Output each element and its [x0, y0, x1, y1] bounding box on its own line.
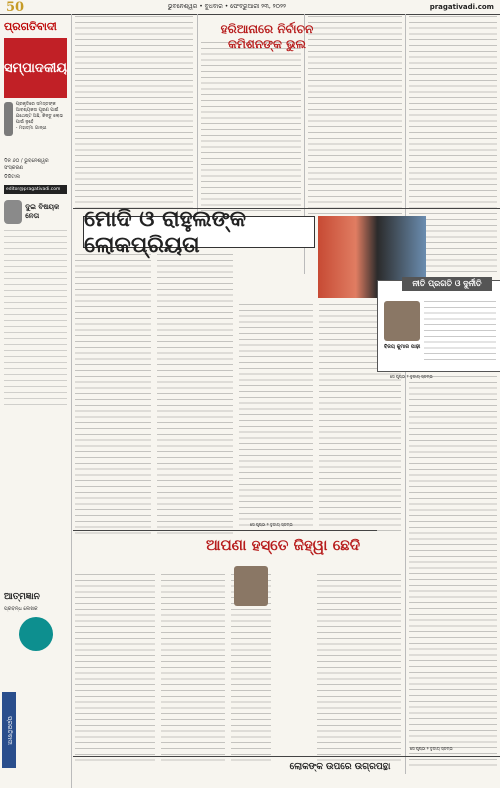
issue-meta-1: ଦିନ ୬୦ / ଭୁବନେଶ୍ୱର ସଂସ୍କରଣ: [4, 158, 49, 171]
niti-heading: ନୀତି ପ୍ରଗତି ଓ ଦୁର୍ନୀତି: [402, 277, 492, 291]
email-link[interactable]: editor@pragativadi.com: [4, 185, 67, 194]
author-block: [4, 200, 67, 224]
lotus-icon: [19, 617, 53, 651]
author-avatar: [4, 200, 22, 224]
main-area: [73, 14, 500, 788]
column-text: [317, 574, 401, 764]
column-text: [409, 376, 497, 766]
niti-author-photo: [384, 301, 420, 341]
atmagyan-sub: ପ୍ରବନ୍ଧ ଲେଖକ: [4, 606, 38, 612]
main-headline: [83, 206, 315, 258]
column-text: [157, 254, 233, 534]
column-text: [75, 574, 155, 764]
atmagyan-section: [0, 588, 72, 655]
column-rule: [197, 14, 198, 214]
side-brand-text: ପ୍ରଗତିବାଦୀ: [6, 715, 13, 745]
page-ref: ସେ ପୃଷ୍ଠା ୨ ତୃତୀୟ ସ୍ତମ୍ଭ: [250, 522, 293, 527]
column-text: [239, 304, 313, 534]
page-ref: ସେ ପୃଷ୍ଠା ୨ ତୃତୀୟ ସ୍ତମ୍ଭ: [390, 374, 433, 379]
left-column: [0, 14, 72, 788]
bottom-headline: ଆପଣା ହସ୍ତେ ଜିହ୍ୱା ଛେଦି: [205, 536, 361, 554]
column-text: [161, 574, 225, 764]
bottom-author-photo: [234, 566, 268, 606]
site-link[interactable]: pragativadi.com: [429, 3, 494, 11]
side-brand-strip: [2, 692, 16, 768]
quote-box: [4, 102, 67, 154]
quote-text: ପ୍ରକୃତିରେ ସମସ୍ତଙ୍କ ଆବଶ୍ୟକତା ପୂରଣ ପାଇଁ ଯଥେଷ୍ଟ ଅଛି, କିନ୍ତୁ ଲୋଭ ପାଇଁ ନୁହେଁ: [15, 102, 64, 125]
issue-date: ଭୁବନେଶ୍ୱର • ବୁଧବାର • ଫେବ୍ରୁଆରୀ ୨୩, ୨୦୨୨: [167, 3, 286, 10]
gandhi-portrait: [4, 102, 13, 136]
editorial-heading: ହରିଆନାରେ ନିର୍ବାଚନ କମିଶନଙ୍କ ଭୁଲ: [220, 22, 314, 51]
niti-author: ବିଜୟ କୁମାର ପାଢ଼ୀ: [384, 344, 421, 350]
left-article-text: [4, 230, 67, 410]
brand-logo: ପ୍ରଗତିବାଦୀ: [4, 20, 57, 33]
quote-author: - ମହାତ୍ମା ଗାନ୍ଧୀ: [15, 126, 47, 131]
band-headline: ଲୋକଙ୍କ ଉପରେ ଉଗ୍ରପନ୍ଥା: [289, 762, 391, 772]
atmagyan-title: ଆତ୍ମଜ୍ଞାନ: [4, 592, 40, 602]
niti-article-box: [377, 280, 500, 372]
top-bar: [0, 0, 500, 14]
column-text: [75, 16, 193, 212]
main-headline-text: ମୋଦି ଓ ରାହୁଲଙ୍କ ଲୋକପ୍ରିୟତା: [84, 206, 247, 258]
section-divider: [73, 530, 377, 531]
issue-meta-2: ଡିଜିଟାଲ: [4, 174, 21, 180]
page-ref: ସେ ପୃଷ୍ଠା ୨ ତୃତୀୟ ସ୍ତମ୍ଭ: [410, 746, 453, 751]
niti-text: [424, 301, 496, 365]
column-text: [201, 42, 301, 212]
column-text: [75, 254, 151, 534]
editorial-title: ସମ୍ପାଦକୀୟ: [4, 60, 67, 76]
author-name: ଦୁଇ ବିଷୟକ ନେତା: [25, 203, 60, 220]
section-divider: [73, 756, 500, 757]
anniversary-logo: 50: [6, 0, 25, 15]
column-rule: [405, 14, 406, 774]
editorial-title-box: [4, 38, 67, 98]
